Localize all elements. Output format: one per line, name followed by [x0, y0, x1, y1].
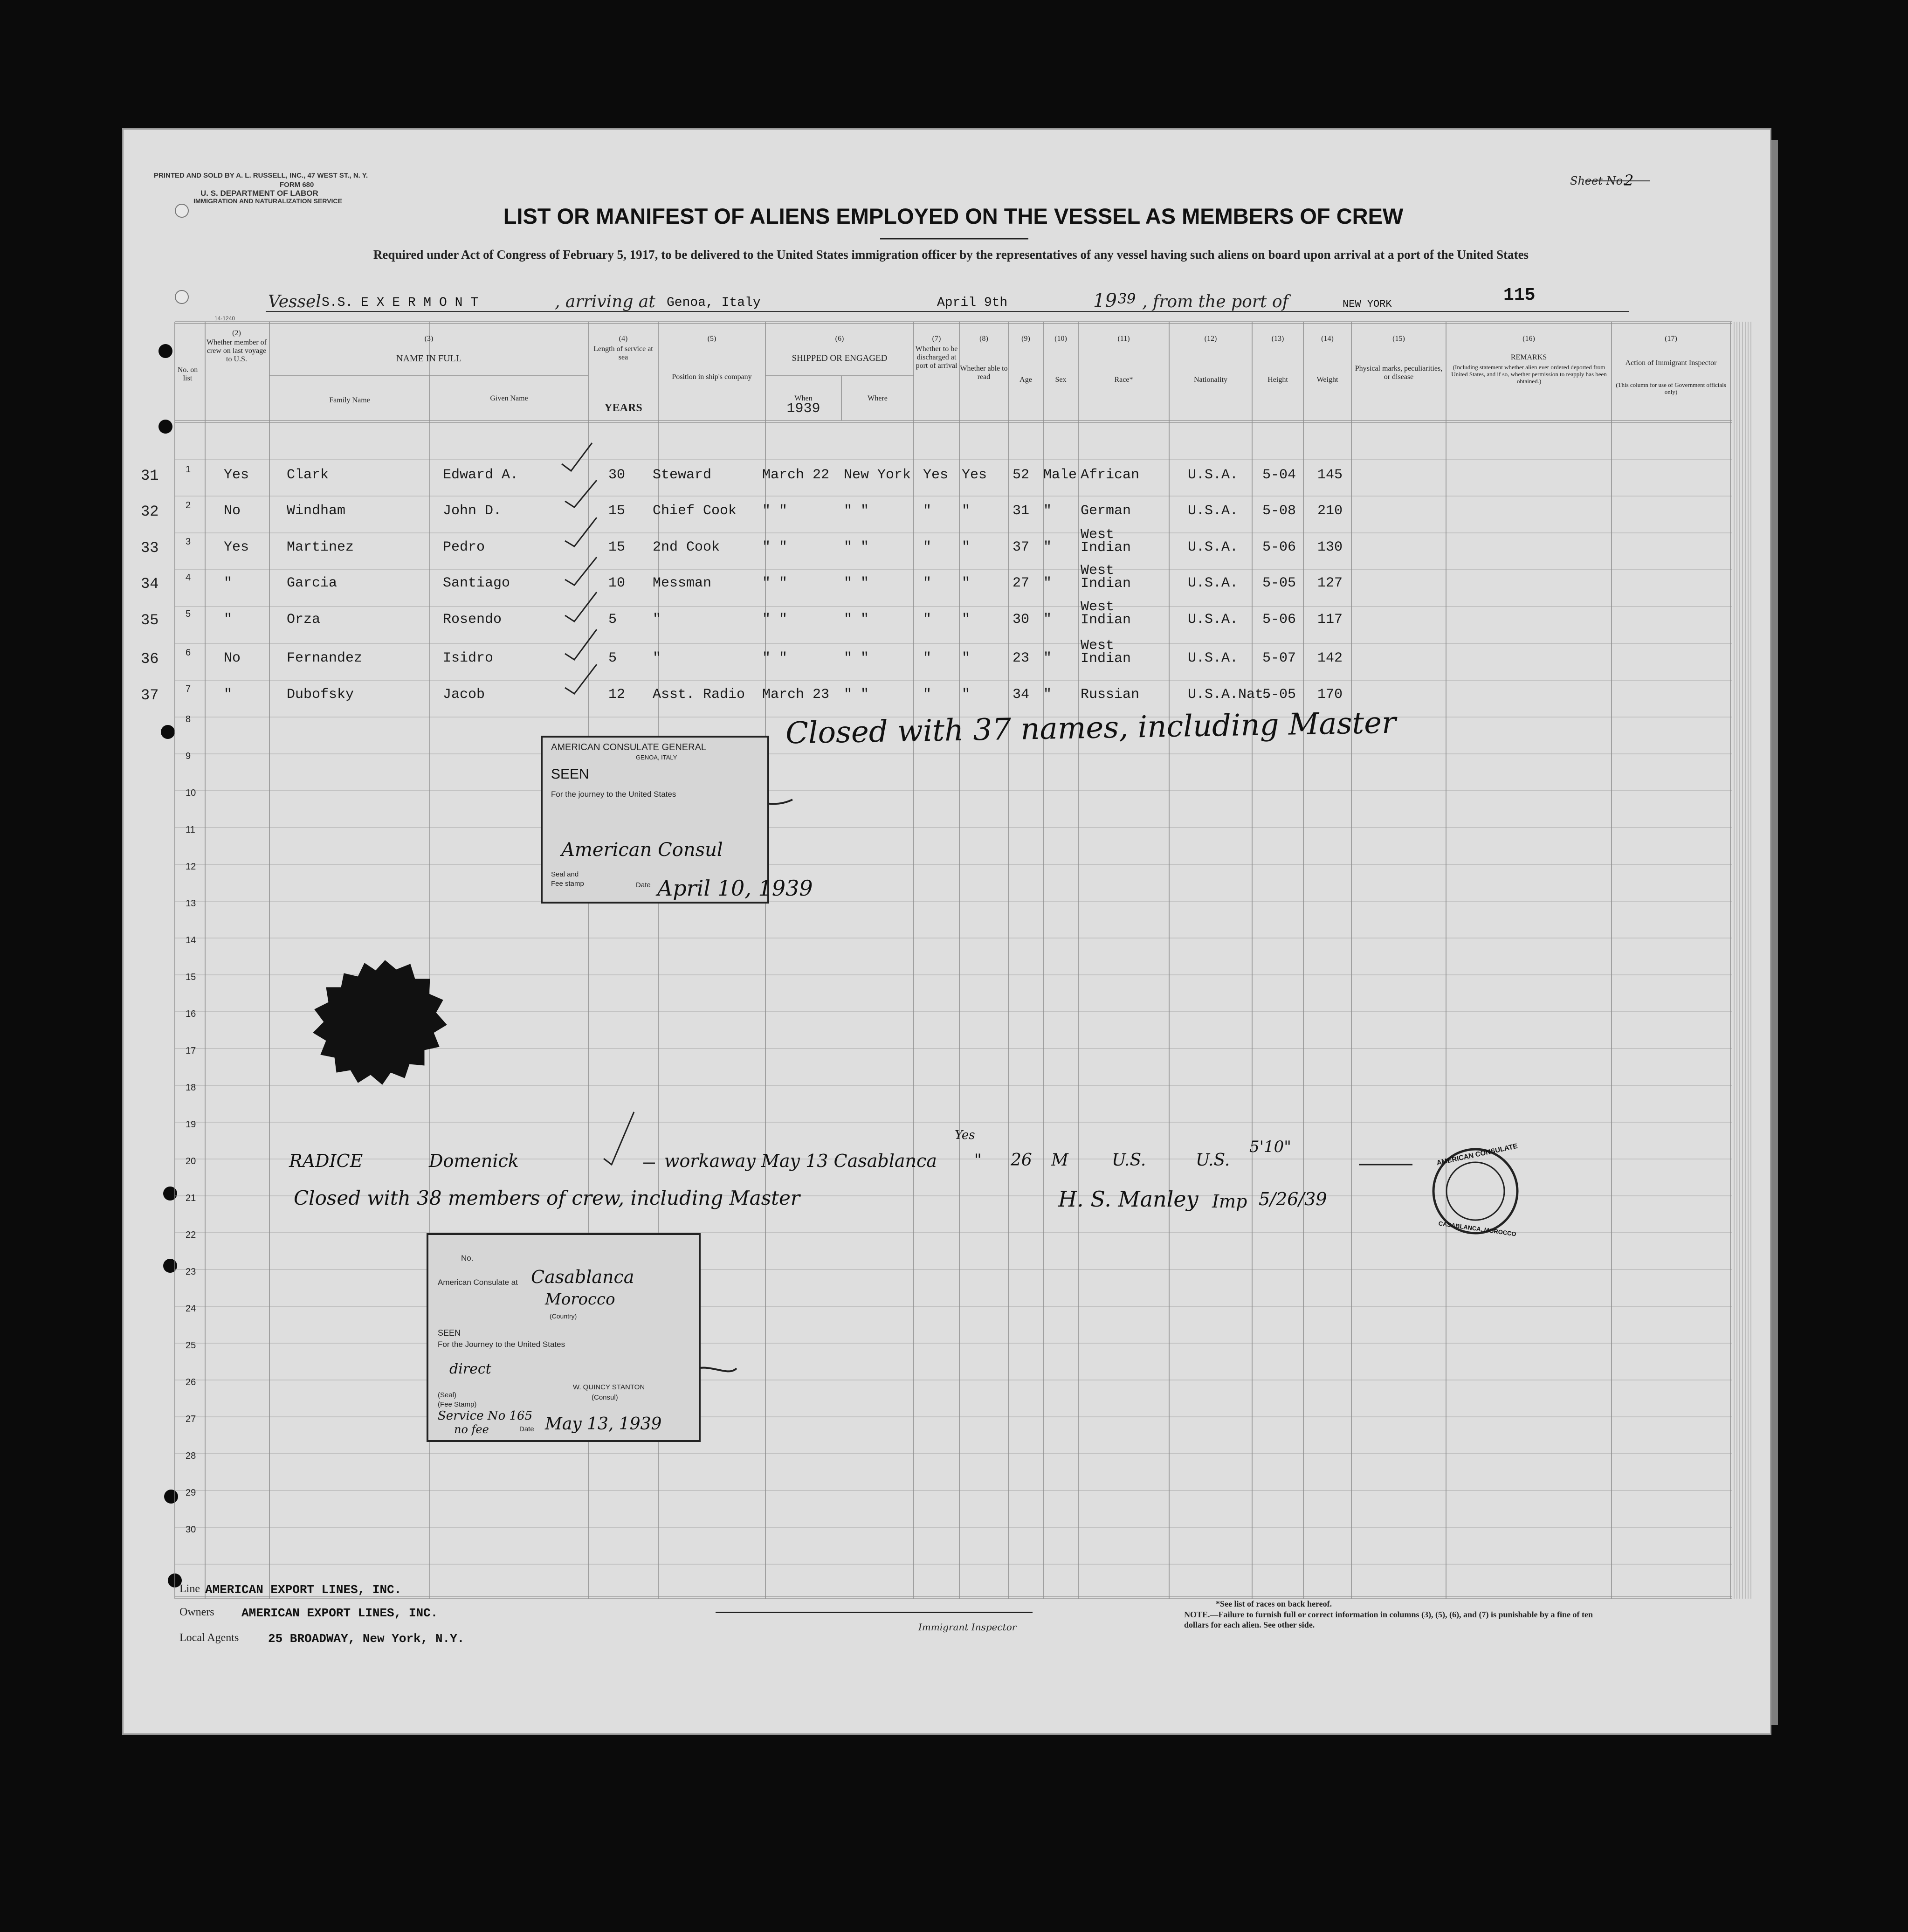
row-number: 12 [186, 862, 196, 872]
genoa-stamp-date-label: Date [636, 881, 651, 889]
department: U. S. DEPARTMENT OF LABOR [200, 189, 318, 198]
cell-last-voyage: No [224, 650, 241, 666]
cell-able-to-read: " [962, 575, 971, 591]
cell-family-name: Windham [287, 503, 346, 519]
row-number: 17 [186, 1046, 196, 1056]
footer-agents-label: Local Agents [179, 1632, 239, 1644]
cell-nationality: U.S.A. [1188, 575, 1239, 591]
cell-given-name: Isidro [443, 650, 494, 666]
header-5-num: (5) [707, 335, 716, 343]
row-number: 23 [186, 1267, 196, 1277]
cell-age: 30 [1013, 612, 1030, 628]
header-10-num: (10) [1054, 335, 1067, 343]
genoa-stamp-date: April 10, 1939 [657, 876, 813, 901]
casablanca-no-fee: no fee [454, 1423, 489, 1436]
cell-discharged: " [923, 503, 932, 519]
header-remarks-note: (Including statement whether alien ever ordered deported from United States, and if so, whether permission to reapply has been obtained.) [1451, 364, 1607, 385]
header-height: Height [1267, 376, 1288, 384]
radice-given: Domenick [429, 1151, 519, 1171]
cell-age: 52 [1013, 467, 1030, 483]
cell-sex: " [1043, 612, 1052, 628]
cell-shipped-when: " " [762, 612, 788, 628]
cell-weight: 117 [1317, 612, 1343, 628]
manifest-number: 115 [1503, 285, 1536, 305]
radice-sex: M [1051, 1151, 1068, 1170]
header-read: Whether able to read [960, 365, 1008, 381]
printer-line: PRINTED AND SOLD BY A. L. RUSSELL, INC., 47 WEST ST., N. Y. [154, 172, 368, 179]
header-shipped: SHIPPED OR ENGAGED [792, 353, 888, 363]
cell-sex: " [1043, 539, 1052, 555]
casablanca-country-label: (Country) [550, 1312, 577, 1320]
header-nationality: Nationality [1194, 376, 1227, 384]
header-17-num: (17) [1665, 335, 1677, 343]
list-number: 37 [141, 687, 159, 704]
cell-shipped-when: March 22 [762, 467, 830, 483]
casablanca-consulate-stamp [427, 1233, 701, 1442]
inspector-date: 5/26/39 [1259, 1189, 1327, 1209]
list-number: 32 [141, 503, 159, 520]
row-number: 11 [186, 825, 195, 835]
service: IMMIGRATION AND NATURALIZATION SERVICE [193, 197, 342, 205]
cell-able-to-read: " [962, 539, 971, 555]
cell-family-name: Martinez [287, 539, 354, 555]
casablanca-consul-label: (Consul) [592, 1394, 618, 1401]
header-3-num: (3) [424, 335, 434, 343]
row-number: 28 [186, 1451, 196, 1461]
row-number: 7 [186, 684, 191, 694]
cell-shipped-when: " " [762, 650, 788, 666]
cell-last-voyage: No [224, 503, 241, 519]
genoa-stamp-seal: Seal and [551, 870, 579, 878]
header-given-name: Given Name [490, 394, 528, 402]
round-stamp-bottom: CASABLANCA, MOROCCO [1438, 1220, 1517, 1238]
cell-discharged: " [923, 650, 932, 666]
cell-race: West Indian [1081, 527, 1131, 556]
casablanca-date: May 13, 1939 [545, 1414, 662, 1434]
cell-height: 5-06 [1262, 612, 1296, 628]
cell-weight: 170 [1317, 687, 1343, 703]
cell-position: Messman [653, 575, 712, 591]
casablanca-direct: direct [449, 1361, 491, 1377]
cell-service-years: 15 [608, 503, 626, 519]
cell-shipped-where: New York [844, 467, 911, 483]
header-sex: Sex [1055, 376, 1067, 384]
radice-detail: workaway May 13 Casablanca [664, 1151, 937, 1171]
port-label: , from the port of [1142, 292, 1288, 311]
cell-shipped-where: " " [844, 650, 869, 666]
cell-sex: " [1043, 503, 1052, 519]
cell-shipped-when: March 23 [762, 687, 830, 703]
cell-given-name: John D. [443, 503, 502, 519]
row-number: 15 [186, 972, 196, 982]
row-number: 22 [186, 1230, 196, 1240]
casablanca-date-label: Date [519, 1425, 534, 1433]
arriving-port: Genoa, Italy [667, 296, 761, 310]
cell-weight: 130 [1317, 539, 1343, 555]
cell-race: African [1081, 467, 1140, 483]
cell-nationality: U.S.A. [1188, 467, 1239, 483]
page-title: LIST OR MANIFEST OF ALIENS EMPLOYED ON THE VESSEL AS MEMBERS OF CREW [503, 204, 1404, 228]
row-number: 13 [186, 898, 196, 909]
casablanca-consul-name: W. QUINCY STANTON [573, 1383, 645, 1391]
cell-discharged: " [923, 539, 932, 555]
cell-discharged: " [923, 687, 932, 703]
cell-service-years: 5 [608, 650, 617, 666]
cell-family-name: Orza [287, 612, 321, 628]
cell-family-name: Garcia [287, 575, 338, 591]
cell-able-to-read: Yes [962, 467, 987, 483]
cell-able-to-read: " [962, 650, 971, 666]
row-number: 27 [186, 1414, 196, 1424]
form-number: FORM 680 [280, 181, 314, 189]
row-number: 24 [186, 1304, 196, 1314]
header-8-num: (8) [979, 335, 988, 343]
cell-height: 5-05 [1262, 575, 1296, 591]
row-number: 26 [186, 1377, 196, 1387]
list-number: 31 [141, 467, 159, 484]
casablanca-fee: (Fee Stamp) [438, 1401, 477, 1408]
inspector-signature-line [716, 1612, 1033, 1613]
list-number: 33 [141, 539, 159, 557]
footer-owners: AMERICAN EXPORT LINES, INC. [241, 1606, 438, 1620]
header-4-num: (4) [619, 335, 628, 343]
header-inspector-action: Action of Immigrant Inspector [1625, 359, 1717, 367]
cell-service-years: 12 [608, 687, 626, 703]
header-7-num: (7) [932, 335, 941, 343]
cell-nationality: U.S.A. [1188, 650, 1239, 666]
cell-sex: " [1043, 575, 1052, 591]
corner-code: 14-1240 [214, 315, 235, 322]
arriving-label: , arriving at [555, 292, 655, 311]
cell-weight: 210 [1317, 503, 1343, 519]
row-number: 8 [186, 714, 191, 724]
cell-sex: " [1043, 650, 1052, 666]
round-stamp-text: AMERICAN CONSULATE [1436, 1142, 1519, 1167]
header-discharged: Whether to be discharged at port of arrival [915, 345, 958, 370]
cell-height: 5-08 [1262, 503, 1296, 519]
row-number: 21 [186, 1193, 196, 1203]
closed-37-note: Closed with 37 names, including Master [785, 705, 1397, 751]
row-number: 4 [186, 573, 191, 583]
header-when: When [794, 394, 813, 402]
cell-position: Steward [653, 467, 712, 483]
cell-given-name: Jacob [443, 687, 485, 703]
list-number: 35 [141, 612, 159, 629]
header-position: Position in ship's company [672, 373, 752, 381]
footer-inspector: Immigrant Inspector [918, 1622, 1017, 1633]
cell-age: 37 [1013, 539, 1030, 555]
sheet-label: Sheet No. [1570, 174, 1626, 187]
genoa-stamp-header: AMERICAN CONSULATE GENERAL [551, 742, 707, 752]
inspector-signature: H. S. Manley [1058, 1187, 1199, 1212]
cell-height: 5-05 [1262, 687, 1296, 703]
cell-height: 5-06 [1262, 539, 1296, 555]
row-number: 16 [186, 1009, 196, 1019]
header-13-num: (13) [1271, 335, 1284, 343]
vessel-name: S.S. E X E R M O N T [322, 296, 479, 310]
header-6-num: (6) [835, 335, 844, 343]
cell-able-to-read: " [962, 687, 971, 703]
cell-weight: 142 [1317, 650, 1343, 666]
cell-race: West Indian [1081, 638, 1131, 667]
cell-nationality: U.S.A. [1188, 503, 1239, 519]
radice-ditto: " [974, 1151, 982, 1169]
radice-age: 26 [1011, 1151, 1032, 1170]
cell-position: Chief Cook [653, 503, 737, 519]
header-race: Race* [1114, 376, 1133, 384]
cell-race: West Indian [1081, 563, 1131, 592]
row-number: 2 [186, 500, 191, 511]
cell-weight: 145 [1317, 467, 1343, 483]
radice-nationality: U.S. [1196, 1151, 1230, 1170]
footer-agents: 25 BROADWAY, New York, N.Y. [268, 1632, 465, 1646]
header-when-year: 1939 [786, 401, 820, 417]
cell-service-years: 15 [608, 539, 626, 555]
row-number: 20 [186, 1156, 196, 1166]
genoa-stamp-fee: Fee stamp [551, 880, 584, 888]
row-number: 19 [186, 1119, 196, 1130]
cell-shipped-where: " " [844, 612, 869, 628]
cell-age: 23 [1013, 650, 1030, 666]
cell-shipped-when: " " [762, 503, 788, 519]
cell-given-name: Rosendo [443, 612, 502, 628]
footer-line: AMERICAN EXPORT LINES, INC. [205, 1583, 402, 1597]
casablanca-seen: SEEN [438, 1328, 461, 1338]
cell-last-voyage: Yes [224, 467, 249, 483]
arrival-date: April 9th [937, 296, 1008, 310]
row-number: 30 [186, 1525, 196, 1535]
cell-race: German [1081, 503, 1131, 519]
header-9-num: (9) [1021, 335, 1030, 343]
header-family-name: Family Name [329, 396, 370, 404]
cell-shipped-where: " " [844, 539, 869, 555]
cell-position: Asst. Radio [653, 687, 745, 703]
radice-yes: Yes [955, 1128, 975, 1142]
row-number: 10 [186, 788, 196, 798]
cell-position: " [653, 612, 661, 628]
cell-last-voyage: " [224, 575, 233, 591]
year-suffix: 39 [1118, 291, 1136, 307]
row-number: 29 [186, 1488, 196, 1498]
header-14-num: (14) [1321, 335, 1334, 343]
radice-race: U.S. [1112, 1151, 1146, 1170]
page-subtitle: Required under Act of Congress of February 5, 1917, to be delivered to the United States immigration officer by the representatives of any vessel having such aliens on board upon arrival at a port of the United States [373, 248, 1529, 262]
radice-height: 5'10" [1249, 1138, 1291, 1156]
casablanca-seal: (Seal) [438, 1391, 457, 1399]
row-number: 18 [186, 1083, 196, 1093]
wax-seal [313, 960, 447, 1084]
inspector-title: Imp [1212, 1191, 1247, 1212]
cell-family-name: Clark [287, 467, 329, 483]
header-inspector-note: (This column for use of Government officials only) [1616, 381, 1726, 395]
closed-38-note: Closed with 38 members of crew, including Master [294, 1187, 800, 1209]
cell-able-to-read: " [962, 612, 971, 628]
casablanca-country: Morocco [545, 1290, 615, 1309]
header-age: Age [1019, 376, 1032, 384]
cell-family-name: Dubofsky [287, 687, 354, 703]
cell-race: Russian [1081, 687, 1140, 703]
header-years: YEARS [604, 402, 642, 414]
header-15-num: (15) [1392, 335, 1405, 343]
cell-position: 2nd Cook [653, 539, 720, 555]
row-number: 14 [186, 935, 196, 945]
header-16-num: (16) [1522, 335, 1535, 343]
cell-service-years: 10 [608, 575, 626, 591]
header-remarks: REMARKS [1510, 353, 1547, 361]
genoa-stamp-signature: American Consul [561, 839, 723, 861]
row-number: 25 [186, 1340, 196, 1351]
cell-able-to-read: " [962, 503, 971, 519]
row-number: 6 [186, 648, 191, 658]
cell-given-name: Pedro [443, 539, 485, 555]
cell-service-years: 30 [608, 467, 626, 483]
casablanca-service-no: Service No 165 [438, 1409, 533, 1423]
cell-nationality: U.S.A. [1188, 612, 1239, 628]
header-weight: Weight [1316, 376, 1338, 384]
cell-age: 27 [1013, 575, 1030, 591]
cell-sex: " [1043, 687, 1052, 703]
cell-shipped-where: " " [844, 503, 869, 519]
cell-given-name: Edward A. [443, 467, 519, 483]
cell-age: 34 [1013, 687, 1030, 703]
footer-note: NOTE.—Failure to furnish full or correct information in columns (3), (5), (6), and (7) is punishable by a fine of ten dollars for each alien. See other side. [1184, 1610, 1593, 1629]
cell-discharged: " [923, 575, 932, 591]
footer-line-label: Line [179, 1583, 200, 1595]
cell-service-years: 5 [608, 612, 617, 628]
header-last-voyage: Whether member of crew on last voyage to U.S. [207, 338, 267, 363]
header-name: NAME IN FULL [396, 353, 462, 364]
cell-shipped-where: " " [844, 687, 869, 703]
list-number: 36 [141, 650, 159, 668]
sheet-number: 2 [1624, 172, 1634, 189]
cell-discharged: " [923, 612, 932, 628]
cell-shipped-where: " " [844, 575, 869, 591]
cell-weight: 127 [1317, 575, 1343, 591]
genoa-stamp-journey: For the journey to the United States [551, 790, 676, 799]
list-number: 34 [141, 575, 159, 593]
cell-last-voyage: " [224, 612, 233, 628]
casablanca-journey: For the Journey to the United States [438, 1340, 565, 1349]
genoa-stamp-city: GENOA, ITALY [636, 754, 677, 761]
cell-shipped-when: " " [762, 539, 788, 555]
header-physical-marks: Physical marks, peculiarities, or disease [1355, 365, 1443, 381]
radice-family: RADICE [289, 1151, 363, 1171]
row-number: 1 [186, 464, 191, 475]
footer-race-note: *See list of races on back hereof. [1216, 1599, 1332, 1608]
cell-race: West Indian [1081, 599, 1131, 628]
cell-family-name: Fernandez [287, 650, 363, 666]
vessel-label: Vessel [268, 292, 321, 311]
header-12-num: (12) [1204, 335, 1217, 343]
cell-height: 5-07 [1262, 650, 1296, 666]
cell-last-voyage: Yes [224, 539, 249, 555]
header-where: Where [868, 394, 888, 402]
row-number: 5 [186, 609, 191, 619]
cell-discharged: Yes [923, 467, 949, 483]
cell-nationality: U.S.A.Nat. [1188, 687, 1272, 703]
genoa-stamp-seen: SEEN [551, 766, 589, 782]
header-service: Length of service at sea [593, 345, 653, 361]
row-number: 9 [186, 751, 191, 761]
casablanca-no-label: No. [461, 1254, 474, 1263]
casablanca-city: Casablanca [531, 1267, 634, 1287]
departure-port: NEW YORK [1343, 298, 1392, 310]
casablanca-consulate-label: American Consulate at [438, 1278, 518, 1287]
footer-owners-label: Owners [179, 1606, 214, 1618]
cell-last-voyage: " [224, 687, 233, 703]
row-number: 3 [186, 537, 191, 547]
header-2-num: (2) [232, 329, 241, 337]
cell-sex: Male [1043, 467, 1077, 483]
cell-height: 5-04 [1262, 467, 1296, 483]
cell-shipped-when: " " [762, 575, 788, 591]
cell-nationality: U.S.A. [1188, 539, 1239, 555]
cell-age: 31 [1013, 503, 1030, 519]
header-11-num: (11) [1117, 335, 1130, 343]
cell-position: " [653, 650, 661, 666]
cell-given-name: Santiago [443, 575, 510, 591]
header-list-no: No. on list [177, 366, 198, 382]
year-prefix: 19 [1093, 290, 1117, 311]
